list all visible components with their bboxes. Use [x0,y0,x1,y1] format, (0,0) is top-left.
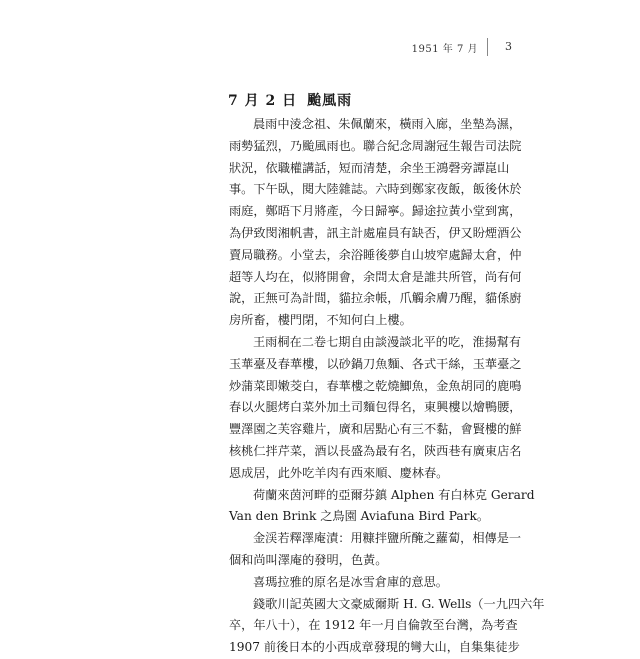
text-line: 卒，年八十），在 1912 年一月自倫敦至台灣，為考查 [229,618,518,633]
text-line: 春以火腿烤白菜外加土司麵包得名，東興樓以燴鴨腰， [229,400,522,415]
text-line: 金渓若釋澤庵漬：用糠拌鹽所醃之蘿蔔，相傳是一 [253,531,522,546]
entry-heading [228,90,352,110]
text-line: 錢歌川記英國大文豪威爾斯 H. G. Wells（一九四六年 [253,596,545,611]
header-divider [487,38,488,56]
text-line: 荷蘭來茵河畔的亞爾芬鎮 Alphen 有白林克 Gerard [253,487,535,502]
text-line: 雨庭，鄭晤下月將產，今日歸寧。歸途拉黃小堂到寓， [229,204,522,219]
running-head-date: 1951 年 7 月 [411,44,478,55]
body-text [229,114,545,659]
text-line: 恩成居，此外吃羊肉有西來順、慶林春。 [229,465,449,480]
running-header [0,38,640,58]
text-line: 炒蒲菜即嫩茭白，春華樓之乾燒鯽魚，金魚胡同的鹿鳴 [229,378,522,393]
text-line: 房所畜，樓門閉，不知何白上樓。 [229,313,412,328]
page-number: 3 [505,40,512,53]
text-line: 超等人均在，似將開會，余問太倉是誰共所管，尚有何 [229,269,522,284]
text-line: 賣局職務。小堂去，余浴睡後夢自山坡窄處歸太倉，仲 [229,247,522,262]
text-line: 1907 前後日本的小西成章發現的彎大山，自集集徒步 [229,640,520,655]
text-line: 為伊致閔湘帆書，訊主計處雇員有缺否，伊又盼煙酒公 [229,225,522,240]
text-line: 王雨桐在二卷七期自由談漫談北平的吃，淮揚幫有 [253,334,522,349]
text-line: Van den Brink 之鳥園 Aviafuna Bird Park。 [229,509,490,524]
text-line: 玉華臺及春華樓，以砂鍋刀魚麵、各式干絲，玉華臺之 [229,356,522,371]
entry-date: 7 月 2 日 [228,93,298,109]
entry-title: 颱風雨 [307,93,353,109]
text-line: 雨勢猛烈，乃颱風雨也。聯合紀念周謝冠生報告司法院 [229,138,522,153]
text-line: 晨雨中淩念祖、朱佩蘭來，橫雨入廊，坐墊為濕， [253,117,522,131]
text-line: 核桃仁拌芹菜，酒以長盛為最有名，陝西巷有廣東店名 [229,443,522,458]
text-line: 狀況，依職權講話，短而清楚，余坐王鴻磬旁譚崑山 [229,160,510,175]
text-line: 個和尚叫澤庵的發明，色黃。 [229,552,388,567]
text-line: 說，正無可為計間，貓拉余帳，爪觸余膚乃醒，貓係廚 [229,291,522,306]
text-line: 豐澤園之芙容雞片，廣和居點心有三不黏，會賢樓的鮮 [229,422,522,437]
text-line: 喜瑪拉雅的原名是冰雪倉庫的意思。 [253,574,448,589]
text-line: 事。下午臥，閱大陸雜誌。六時到鄭家夜飯，飯後休於 [229,182,522,197]
